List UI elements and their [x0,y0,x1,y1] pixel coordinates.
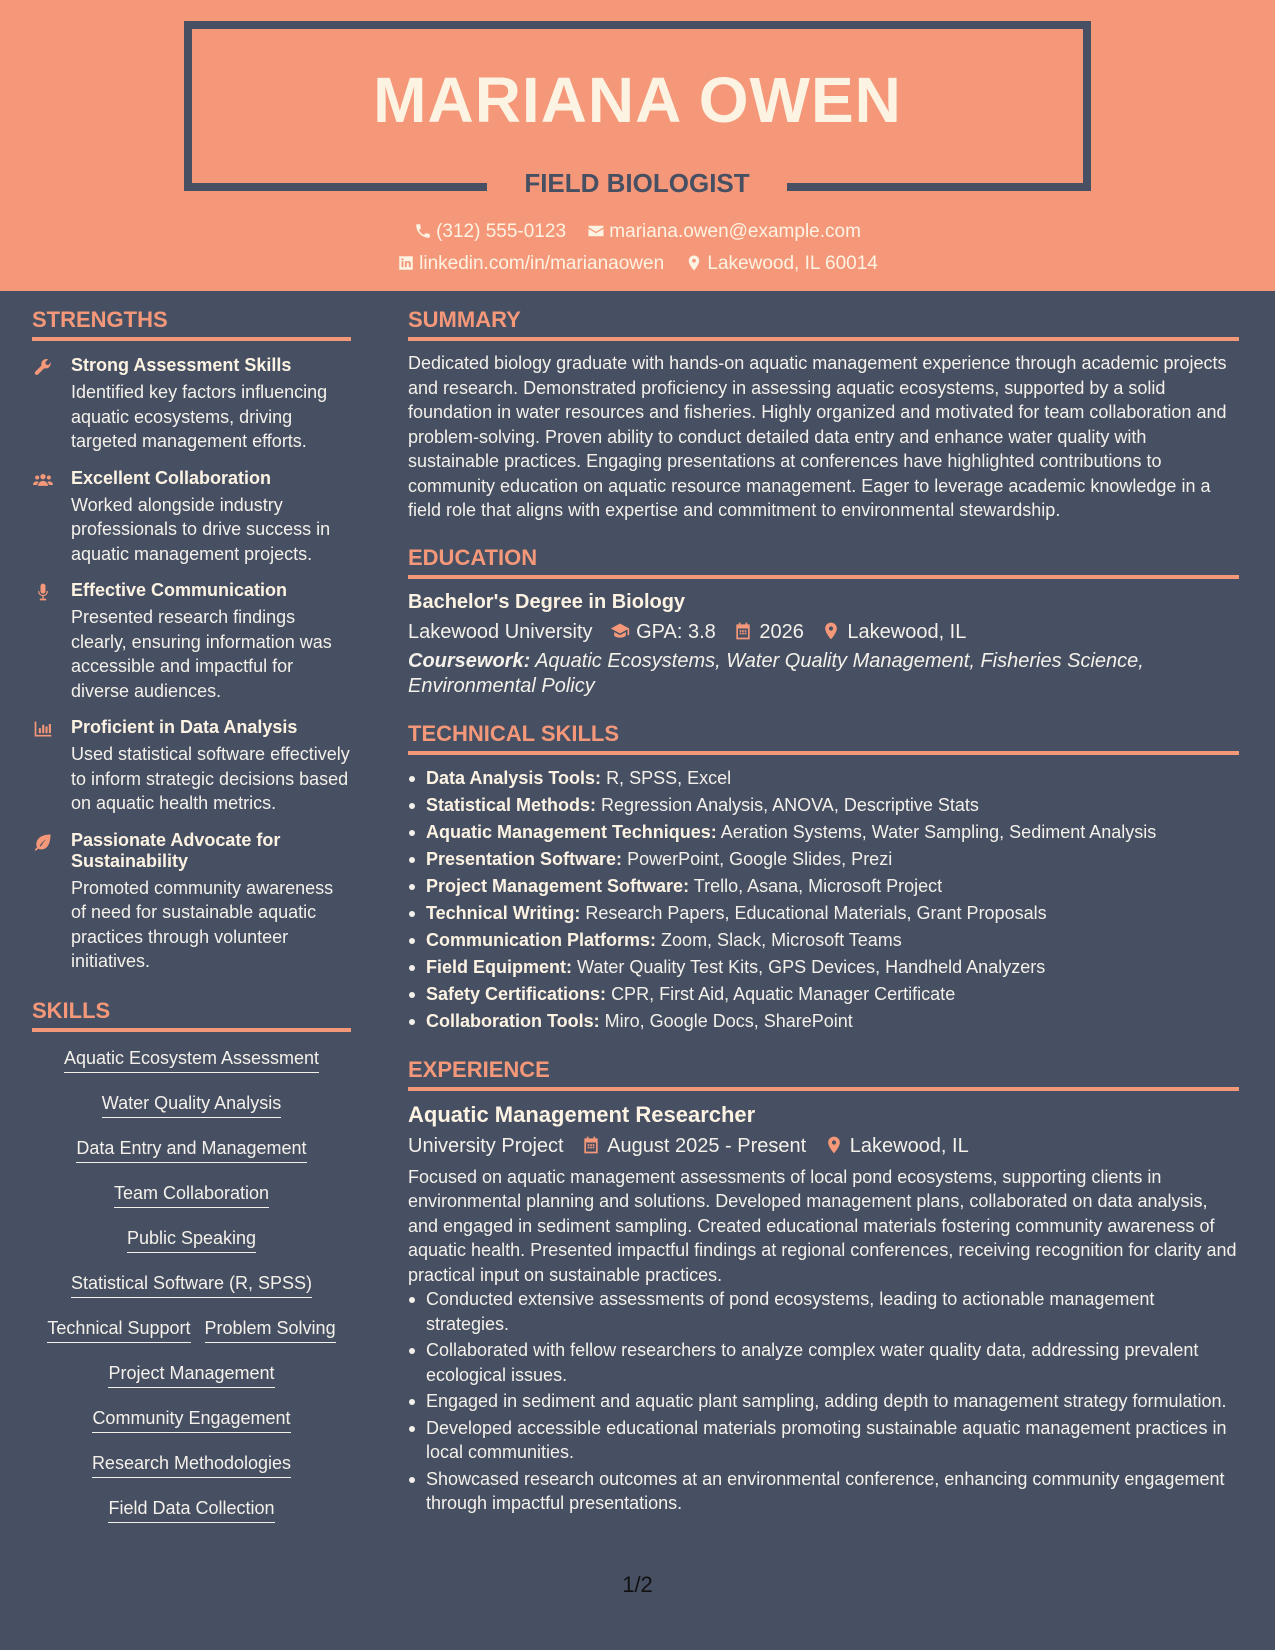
skill-value: R, SPSS, Excel [606,767,732,788]
sidebar [32,305,351,1541]
map-pin-icon [824,1135,844,1155]
skill-value: PowerPoint, Google Slides, Prezi [627,848,893,869]
list-item: Collaborated with fellow researchers to analyze complex water quality data, addressing prevalent ecological issues. [408,1338,1239,1387]
education-meta [408,617,1239,647]
school-location: Lakewood, IL [847,620,967,643]
envelope-icon [587,222,605,240]
school-name: Lakewood University [408,620,593,643]
strengths-heading: STRENGTHS [32,305,351,341]
experience-description: Focused on aquatic management assessments of local pond ecosystems, supporting clients in environmental planning and solutions. Developed management plans, collaborated on data analysis, and engaged in sediment sampling. Created educational materials fostering community awareness of aquatic health. Presented impactful findings at regional conferences, receiving recognition for clarity and practical input on sustainable practices. [408,1166,1237,1285]
header-banner [0,0,1275,291]
skill-tag: Community Engagement [92,1406,290,1433]
strength-description: Presented research findings clearly, ensuring information was accessible and impactful for diverse audiences. [71,607,332,701]
map-pin-icon [821,621,841,641]
strength-description: Identified key factors influencing aquatic ecosystems, driving targeted management efforts. [71,382,328,451]
skill-tag: Data Entry and Management [76,1136,306,1163]
skills-list [32,1046,351,1541]
list-item [408,954,1239,981]
summary-heading: SUMMARY [408,305,1239,341]
strength-title: Strong Assessment Skills [71,355,292,375]
skills-heading: SKILLS [32,996,351,1032]
graduation-year: 2026 [759,620,804,643]
email-text: mariana.owen@example.com [609,221,861,242]
list-item [408,981,1239,1008]
job-position-title: Aquatic Management Researcher [408,1101,756,1127]
skill-label: Collaboration Tools: [426,1010,600,1031]
phone-text: (312) 555-0123 [436,221,567,242]
strength-item [32,468,351,567]
technical-skills-list [408,765,1239,1035]
experience-location: Lakewood, IL [849,1134,969,1157]
list-item: Showcased research outcomes at an environmental conference, enhancing community engagement through impactful presentations. [408,1467,1239,1516]
experience-meta [408,1131,1239,1161]
skill-label: Project Management Software: [426,875,690,896]
skill-value: CPR, First Aid, Aquatic Manager Certificate [611,983,956,1004]
microphone-icon [32,582,54,602]
graduation-cap-icon [610,621,630,641]
phone-icon [414,222,432,240]
linkedin-icon [397,254,415,272]
strength-title: Passionate Advocate for Sustainability [71,829,281,871]
skill-label: Presentation Software: [426,848,623,869]
skill-value: Miro, Google Docs, SharePoint [604,1010,853,1031]
wrench-icon [32,357,54,377]
list-item [408,846,1239,873]
list-item [408,873,1239,900]
skill-value: Zoom, Slack, Microsoft Teams [661,929,902,950]
job-title: FIELD BIOLOGIST [524,168,750,198]
skill-label: Technical Writing: [426,902,581,923]
strength-description: Promoted community awareness of need for sustainable aquatic practices through volunteer initiatives. [71,877,334,971]
main-column [408,305,1239,1536]
skill-value: Research Papers, Educational Materials, Grant Proposals [585,902,1047,923]
list-item [408,765,1239,792]
list-item: Conducted extensive assessments of pond ecosystems, leading to actionable management strategies. [408,1287,1239,1336]
strength-item [32,580,351,703]
gpa-text: GPA: 3.8 [636,620,716,643]
list-item [408,1008,1239,1035]
coursework [408,649,1239,699]
page-number: 1/2 [622,1572,653,1597]
candidate-name: MARIANA OWEN [373,64,902,136]
linkedin-text: linkedin.com/in/marianaowen [419,253,665,274]
skill-label: Communication Platforms: [426,929,657,950]
list-item [408,900,1239,927]
skill-tag: Problem Solving [205,1316,336,1343]
skill-tag: Statistical Software (R, SPSS) [71,1271,312,1298]
coursework-label: Coursework: [408,649,531,672]
list-item: Engaged in sediment and aquatic plant sampling, adding depth to management strategy formulation. [408,1389,1239,1414]
list-item [408,792,1239,819]
education-heading: EDUCATION [408,543,1239,579]
linkedin-contact[interactable] [397,252,664,276]
degree-title: Bachelor's Degree in Biology [408,590,686,613]
contact-row-2 [0,252,1275,276]
skill-value: Water Quality Test Kits, GPS Devices, Handheld Analyzers [577,956,1046,977]
coursework-list: Aquatic Ecosystems, Water Quality Management, Fisheries Science, Environmental Policy [408,649,1144,697]
skill-tag: Team Collaboration [114,1181,269,1208]
skill-tag: Research Methodologies [92,1451,291,1478]
strength-description: Used statistical software effectively to inform strategic decisions based on aquatic health metrics. [71,744,350,813]
strength-item [32,355,351,454]
skill-label: Safety Certifications: [426,983,607,1004]
users-icon [32,470,54,490]
skill-value: Regression Analysis, ANOVA, Descriptive Stats [601,794,979,815]
email-contact[interactable] [587,220,861,244]
skill-tag: Aquatic Ecosystem Assessment [64,1046,319,1073]
leaf-icon [32,832,54,852]
skill-value: Trello, Asana, Microsoft Project [693,875,943,896]
location-contact [685,252,877,276]
calendar-icon [733,621,753,641]
organization-name: University Project [408,1134,564,1157]
experience-bullets [408,1287,1239,1516]
skill-label: Data Analysis Tools: [426,767,602,788]
strength-title: Proficient in Data Analysis [71,717,298,737]
skill-value: Aeration Systems, Water Sampling, Sediment Analysis [720,821,1157,842]
contact-row-1 [0,220,1275,244]
skill-tag: Field Data Collection [108,1496,274,1523]
experience-dates: August 2025 - Present [607,1134,807,1157]
strength-item [32,830,351,974]
skill-label: Statistical Methods: [426,794,597,815]
strength-description: Worked alongside industry professionals to drive success in aquatic management projects. [71,494,331,564]
list-item: Developed accessible educational materials promoting sustainable aquatic management practices in local communities. [408,1416,1239,1465]
phone-contact[interactable] [414,220,566,244]
strength-item [32,717,351,816]
skill-tag: Water Quality Analysis [102,1091,281,1118]
skill-tag: Technical Support [47,1316,190,1343]
skill-tag: Public Speaking [127,1226,256,1253]
list-item [408,819,1239,846]
list-item [408,927,1239,954]
technical-skills-heading: TECHNICAL SKILLS [408,719,1239,755]
summary-text: Dedicated biology graduate with hands-on aquatic management experience through academic projects and research. Demonstrated proficiency in assessing aquatic ecosystems, supported by a solid foundation in water resources and fisheries. Highly organized and motivated for team collaboration and problem-solving. Proven ability to conduct detailed data entry and enhance water quality with sustainable practices. Engaging presentations at conferences have highlighted contributions to community education on aquatic resource management. Eager to leverage academic knowledge in a field role that aligns with expertise and commitment to environmental stewardship. [408,353,1227,520]
calendar-icon [581,1135,601,1155]
map-pin-icon [685,254,703,272]
skill-label: Field Equipment: [426,956,572,977]
experience-heading: EXPERIENCE [408,1055,1239,1091]
bar-chart-icon [32,719,54,739]
skill-label: Aquatic Management Techniques: [426,821,717,842]
skill-tag: Project Management [108,1361,274,1388]
strength-title: Excellent Collaboration [71,467,272,488]
location-text: Lakewood, IL 60014 [707,253,878,274]
strength-title: Effective Communication [71,580,288,600]
